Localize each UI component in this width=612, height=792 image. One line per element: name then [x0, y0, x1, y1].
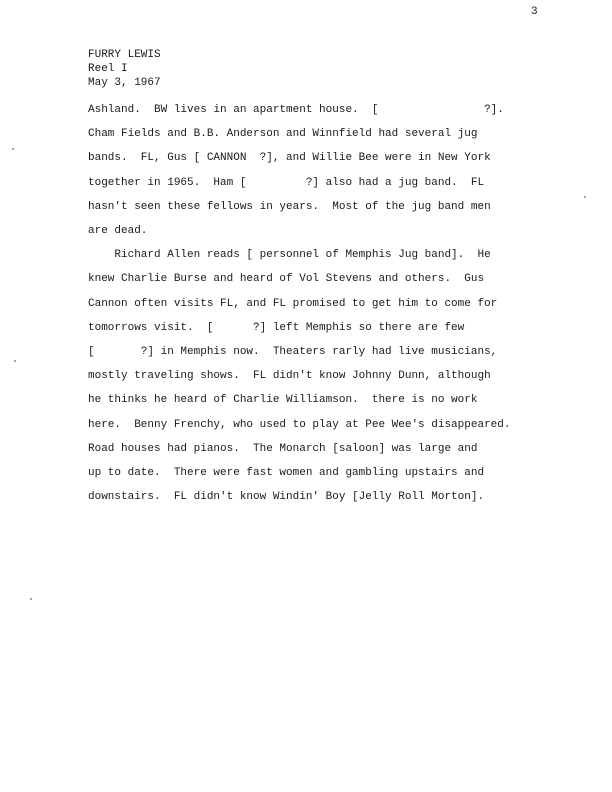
document-header — [88, 48, 161, 90]
scan-speck — [584, 196, 586, 198]
text-line: Ashland. BW lives in an apartment house. [ ?]. — [88, 104, 504, 116]
text-line: Cannon often visits FL, and FL promised to get him to come for — [88, 297, 498, 310]
text-line: together in 1965. Ham [ ?] also had a jug band. FL — [88, 176, 485, 189]
text-line: here. Benny Frenchy, who used to play at Pee Wee's disappeared. — [88, 418, 511, 431]
reel-label: Reel I — [88, 63, 128, 75]
transcript-body — [88, 98, 558, 509]
text-line: [ ?] in Memphis now. Theaters rarly had live musicians, — [88, 346, 498, 359]
text-line: hasn't seen these fellows in years. Most of the jug band men — [88, 200, 491, 213]
text-line: tomorrows visit. [ ?] left Memphis so there are few — [88, 321, 465, 334]
text-line: knew Charlie Burse and heard of Vol Stevens and others. Gus — [88, 273, 485, 286]
text-line: Cham Fields and B.B. Anderson and Winnfield had several jug — [88, 128, 478, 141]
page-number: 3 — [531, 6, 538, 18]
text-line: up to date. There were fast women and gambling upstairs and — [88, 467, 485, 480]
interview-date: May 3, 1967 — [88, 77, 161, 89]
text-line: Richard Allen reads [ personnel of Memphis Jug band]. He — [88, 249, 491, 262]
paragraph-2 — [88, 243, 558, 509]
text-line: are dead. — [88, 225, 148, 238]
text-line: Road houses had pianos. The Monarch [saloon] was large and — [88, 442, 478, 455]
interviewee-name: FURRY LEWIS — [88, 49, 161, 61]
paragraph-1 — [88, 98, 558, 243]
text-line: bands. FL, Gus [ CANNON ?], and Willie Bee were in New York — [88, 152, 491, 165]
text-line: downstairs. FL didn't know Windin' Boy [Jelly Roll Morton]. — [88, 491, 485, 504]
scan-speck — [14, 360, 16, 362]
scan-speck — [12, 148, 14, 150]
text-line: mostly traveling shows. FL didn't know Johnny Dunn, although — [88, 370, 491, 383]
scan-speck — [30, 598, 32, 600]
text-line: he thinks he heard of Charlie Williamson. there is no work — [88, 394, 478, 407]
